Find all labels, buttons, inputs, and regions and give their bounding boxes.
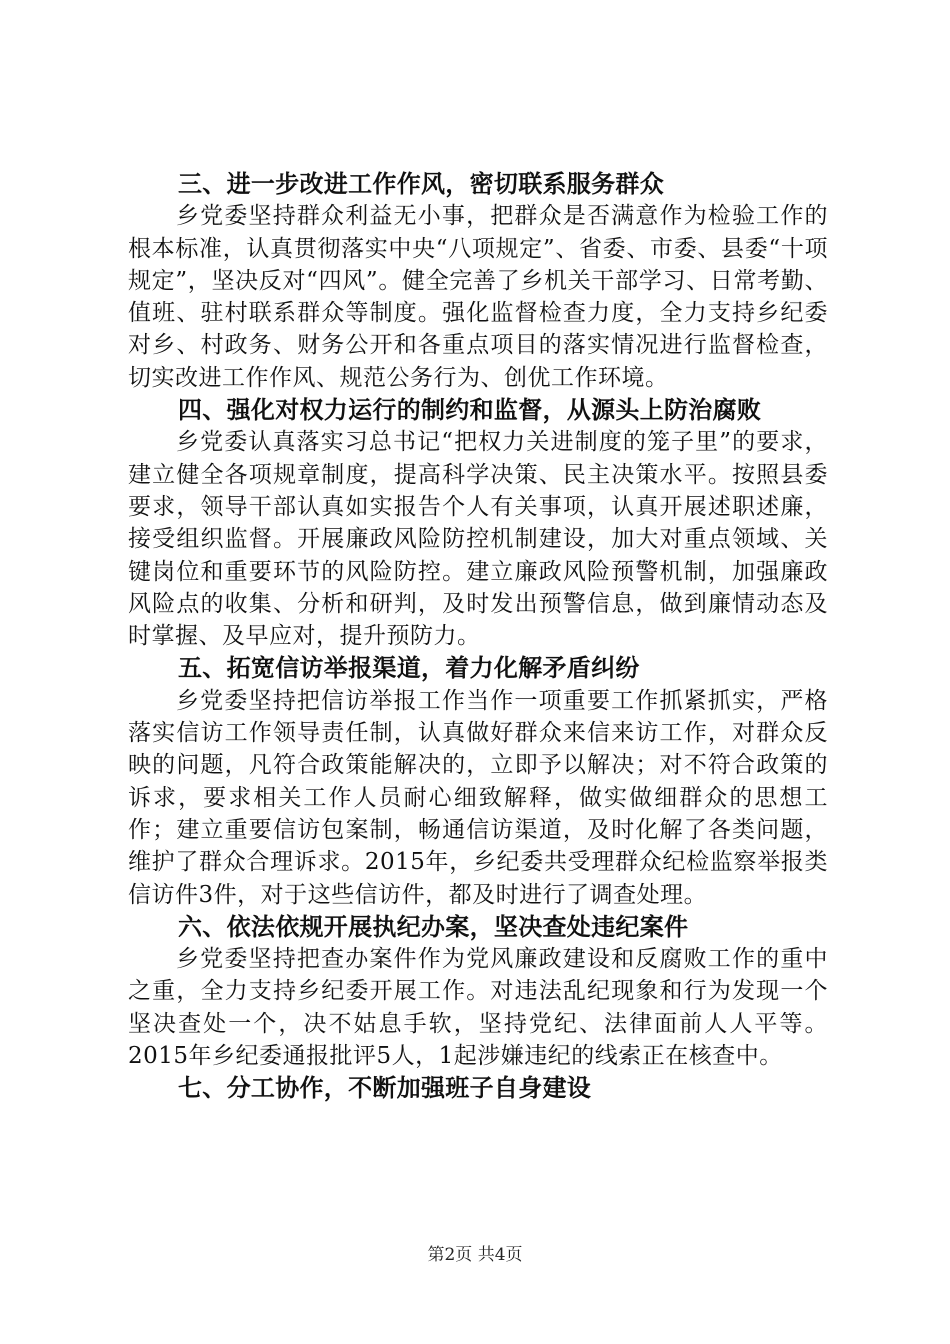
section-body-3: 乡党委坚持群众利益无小事，把群众是否满意作为检验工作的根本标准，认真贯彻落实中央“八项规定”、省委、市委、县委“十项规定”，坚决反对“四风”。健全完善了乡机关干部学习、日常考勤、值班、驻村联系群众等制度。强化监督检查力度，全力支持乡纪委对乡、村政务、财务公开和各重点项目的落实情况进行监督检查，切实改进工作作风、规范公务行为、创优工作环境。 xyxy=(128,203,828,391)
section-body-4: 乡党委认真落实习总书记“把权力关进制度的笼子里”的要求，建立健全各项规章制度，提高科学决策、民主决策水平。按照县委要求，领导干部认真如实报告个人有关事项，认真开展述职述廉，接受组织监督。开展廉政风险防控机制建设，加大对重点领域、关键岗位和重要环节的风险防控。建立廉政风险预警机制，加强廉政风险点的收集、分析和研判，及时发出预警信息，做到廉情动态及时掌握、及早应对，提升预防力。 xyxy=(128,429,828,650)
section-body-5: 乡党委坚持把信访举报工作当作一项重要工作抓紧抓实，严格落实信访工作领导责任制，认真做好群众来信来访工作，对群众反映的问题，凡符合政策能解决的，立即予以解决；对不符合政策的诉求，要求相关工作人员耐心细致解释，做实做细群众的思想工作；建立重要信访包案制，畅通信访渠道，及时化解了各类问题，维护了群众合理诉求。2015年，乡纪委共受理群众纪检监察举报类信访件3件，对于这些信访件，都及时进行了调查处理。 xyxy=(128,687,828,908)
page-footer: 第2页 共4页 xyxy=(427,1245,523,1265)
section-heading-5: 五、拓宽信访举报渠道，着力化解矛盾纠纷 xyxy=(178,653,640,683)
document-page xyxy=(128,168,828,1105)
section-heading-4: 四、强化对权力运行的制约和监督，从源头上防治腐败 xyxy=(178,395,762,425)
section-heading-6: 六、依法依规开展执纪办案，坚决查处违纪案件 xyxy=(178,911,689,941)
section-heading-3: 三、进一步改进工作作风，密切联系服务群众 xyxy=(178,169,664,198)
section-heading-7: 七、分工协作，不断加强班子自身建设 xyxy=(178,1073,592,1103)
section-body-6: 乡党委坚持把查办案件作为党风廉政建设和反腐败工作的重中之重，全力支持乡纪委开展工作。对违法乱纪现象和行为发现一个坚决查处一个，决不姑息手软，坚持党纪、法律面前人人平等。2015年乡纪委通报批评5人，1起涉嫌违纪的线索正在核查中。 xyxy=(128,946,828,1070)
